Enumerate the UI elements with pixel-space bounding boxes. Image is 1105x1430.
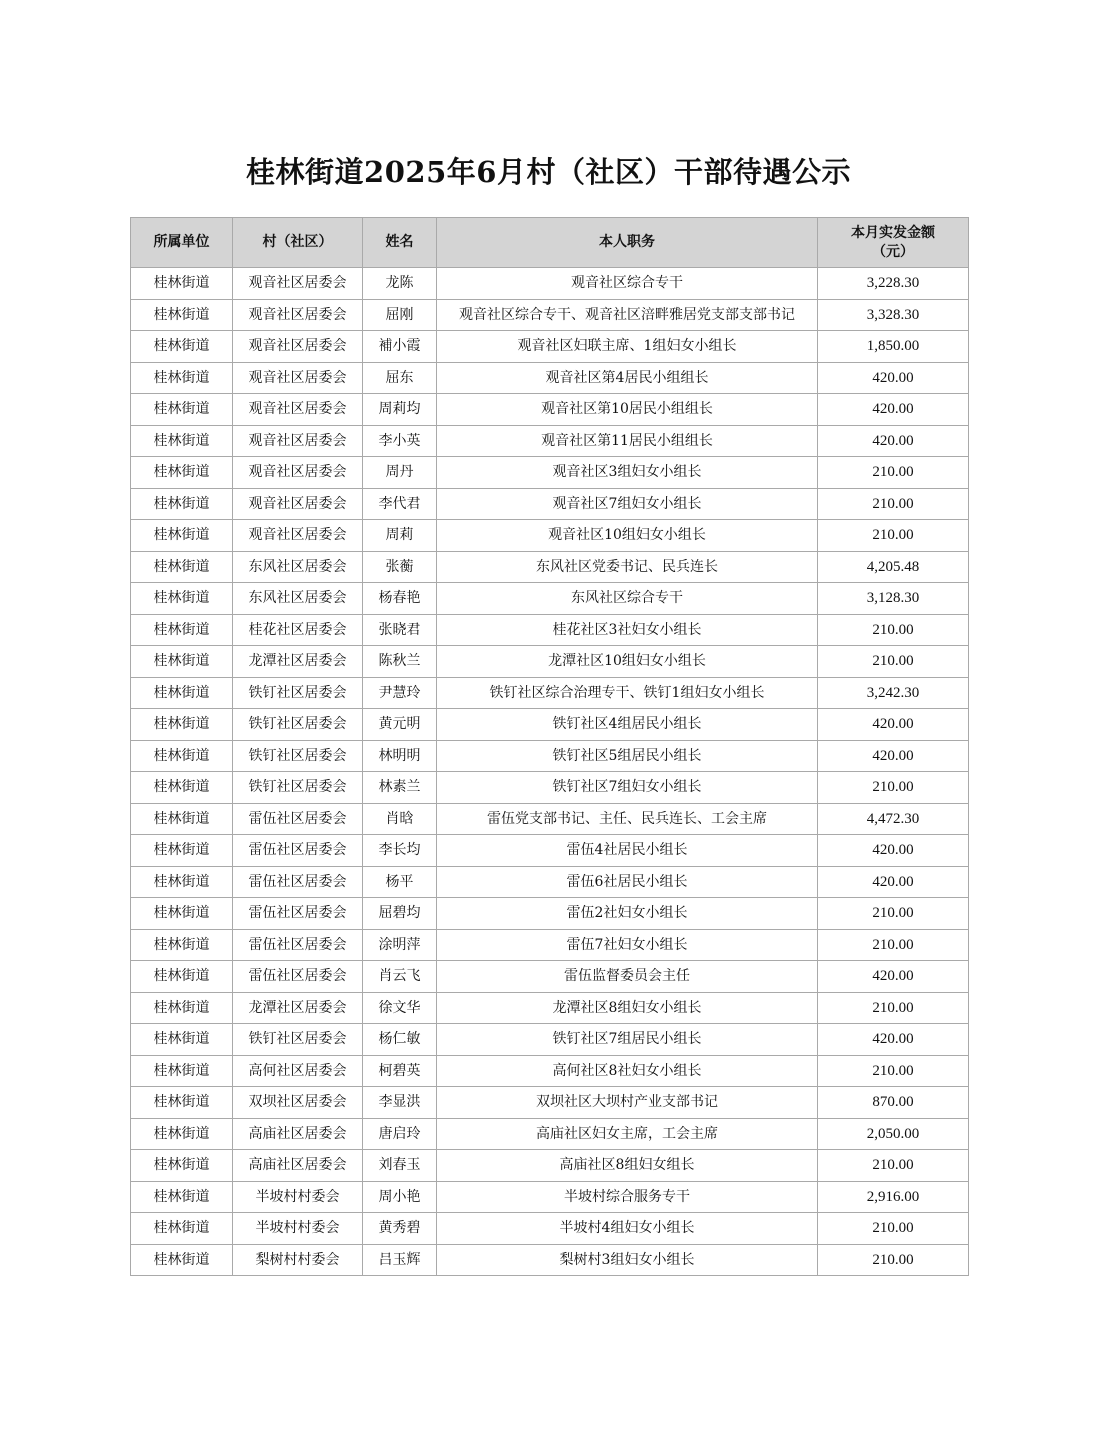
cell-amount: 3,228.30 bbox=[818, 268, 969, 300]
cell-amount: 4,472.30 bbox=[818, 803, 969, 835]
cell-duty: 东风社区党委书记、民兵连长 bbox=[437, 551, 818, 583]
cell-duty: 龙潭社区8组妇女小组长 bbox=[437, 992, 818, 1024]
cell-duty: 观音社区第11居民小组组长 bbox=[437, 425, 818, 457]
cell-amount: 210.00 bbox=[818, 1213, 969, 1245]
cell-name: 周小艳 bbox=[363, 1181, 437, 1213]
cell-unit: 桂林街道 bbox=[131, 1055, 233, 1087]
cell-amount: 2,916.00 bbox=[818, 1181, 969, 1213]
cell-duty: 观音社区3组妇女小组长 bbox=[437, 457, 818, 489]
cell-name: 柯碧英 bbox=[363, 1055, 437, 1087]
cell-community: 高庙社区居委会 bbox=[233, 1118, 363, 1150]
cell-duty: 观音社区10组妇女小组长 bbox=[437, 520, 818, 552]
table-row bbox=[131, 362, 969, 394]
cell-name: 周莉均 bbox=[363, 394, 437, 426]
cell-unit: 桂林街道 bbox=[131, 457, 233, 489]
cell-duty: 高庙社区妇女主席，工会主席 bbox=[437, 1118, 818, 1150]
table-row bbox=[131, 1055, 969, 1087]
cell-duty: 雷伍党支部书记、主任、民兵连长、工会主席 bbox=[437, 803, 818, 835]
cell-amount: 210.00 bbox=[818, 520, 969, 552]
cell-duty: 观音社区第4居民小组组长 bbox=[437, 362, 818, 394]
cell-amount: 2,050.00 bbox=[818, 1118, 969, 1150]
cell-name: 林明明 bbox=[363, 740, 437, 772]
cell-duty: 观音社区综合专干 bbox=[437, 268, 818, 300]
table-row bbox=[131, 488, 969, 520]
table-row bbox=[131, 1024, 969, 1056]
cell-unit: 桂林街道 bbox=[131, 1024, 233, 1056]
cell-amount: 420.00 bbox=[818, 961, 969, 993]
cell-name: 屈东 bbox=[363, 362, 437, 394]
cell-amount: 870.00 bbox=[818, 1087, 969, 1119]
cell-unit: 桂林街道 bbox=[131, 772, 233, 804]
cell-name: 屈刚 bbox=[363, 299, 437, 331]
cell-community: 雷伍社区居委会 bbox=[233, 803, 363, 835]
cell-unit: 桂林街道 bbox=[131, 583, 233, 615]
cell-duty: 观音社区综合专干、观音社区涪畔雅居党支部支部书记 bbox=[437, 299, 818, 331]
cell-duty: 观音社区第10居民小组组长 bbox=[437, 394, 818, 426]
table-row bbox=[131, 898, 969, 930]
cell-amount: 210.00 bbox=[818, 614, 969, 646]
table-row bbox=[131, 583, 969, 615]
table-row bbox=[131, 677, 969, 709]
cell-unit: 桂林街道 bbox=[131, 362, 233, 394]
cell-community: 观音社区居委会 bbox=[233, 425, 363, 457]
cell-duty: 双坝社区大坝村产业支部书记 bbox=[437, 1087, 818, 1119]
cell-community: 雷伍社区居委会 bbox=[233, 961, 363, 993]
table-row bbox=[131, 1118, 969, 1150]
cell-amount: 210.00 bbox=[818, 457, 969, 489]
cell-unit: 桂林街道 bbox=[131, 425, 233, 457]
header-unit: 所属单位 bbox=[131, 218, 233, 268]
cell-amount: 210.00 bbox=[818, 929, 969, 961]
cell-community: 观音社区居委会 bbox=[233, 299, 363, 331]
cell-community: 观音社区居委会 bbox=[233, 394, 363, 426]
cell-community: 半坡村村委会 bbox=[233, 1181, 363, 1213]
header-amount: 本月实发金额（元） bbox=[818, 218, 969, 268]
cell-name: 李长均 bbox=[363, 835, 437, 867]
table-row bbox=[131, 772, 969, 804]
cell-name: 補小霞 bbox=[363, 331, 437, 363]
cell-community: 铁钉社区居委会 bbox=[233, 740, 363, 772]
cell-community: 雷伍社区居委会 bbox=[233, 929, 363, 961]
table-row bbox=[131, 1181, 969, 1213]
cell-duty: 铁钉社区综合治理专干、铁钉1组妇女小组长 bbox=[437, 677, 818, 709]
cell-community: 观音社区居委会 bbox=[233, 488, 363, 520]
cell-name: 林素兰 bbox=[363, 772, 437, 804]
table-row bbox=[131, 1150, 969, 1182]
cell-amount: 210.00 bbox=[818, 646, 969, 678]
cell-duty: 雷伍7社妇女小组长 bbox=[437, 929, 818, 961]
cell-amount: 420.00 bbox=[818, 394, 969, 426]
cell-unit: 桂林街道 bbox=[131, 1244, 233, 1276]
roster-table bbox=[130, 217, 969, 1276]
cell-community: 观音社区居委会 bbox=[233, 331, 363, 363]
cell-amount: 420.00 bbox=[818, 740, 969, 772]
table-row bbox=[131, 425, 969, 457]
cell-unit: 桂林街道 bbox=[131, 835, 233, 867]
cell-unit: 桂林街道 bbox=[131, 1181, 233, 1213]
cell-duty: 铁钉社区7组妇女小组长 bbox=[437, 772, 818, 804]
cell-community: 雷伍社区居委会 bbox=[233, 835, 363, 867]
cell-community: 铁钉社区居委会 bbox=[233, 772, 363, 804]
cell-name: 李显洪 bbox=[363, 1087, 437, 1119]
cell-duty: 桂花社区3社妇女小组长 bbox=[437, 614, 818, 646]
cell-name: 唐启玲 bbox=[363, 1118, 437, 1150]
cell-name: 龙陈 bbox=[363, 268, 437, 300]
table-row bbox=[131, 740, 969, 772]
cell-duty: 半坡村综合服务专干 bbox=[437, 1181, 818, 1213]
cell-duty: 铁钉社区5组居民小组长 bbox=[437, 740, 818, 772]
cell-name: 李代君 bbox=[363, 488, 437, 520]
cell-duty: 铁钉社区7组居民小组长 bbox=[437, 1024, 818, 1056]
table-row bbox=[131, 1087, 969, 1119]
cell-community: 东风社区居委会 bbox=[233, 583, 363, 615]
table-row bbox=[131, 803, 969, 835]
table-row bbox=[131, 866, 969, 898]
cell-unit: 桂林街道 bbox=[131, 740, 233, 772]
cell-community: 观音社区居委会 bbox=[233, 268, 363, 300]
cell-unit: 桂林街道 bbox=[131, 1087, 233, 1119]
cell-duty: 雷伍6社居民小组长 bbox=[437, 866, 818, 898]
cell-community: 铁钉社区居委会 bbox=[233, 677, 363, 709]
cell-unit: 桂林街道 bbox=[131, 520, 233, 552]
table-row bbox=[131, 551, 969, 583]
cell-unit: 桂林街道 bbox=[131, 1118, 233, 1150]
cell-unit: 桂林街道 bbox=[131, 268, 233, 300]
table-row bbox=[131, 709, 969, 741]
cell-community: 高庙社区居委会 bbox=[233, 1150, 363, 1182]
cell-amount: 3,328.30 bbox=[818, 299, 969, 331]
cell-amount: 210.00 bbox=[818, 772, 969, 804]
cell-unit: 桂林街道 bbox=[131, 331, 233, 363]
cell-amount: 210.00 bbox=[818, 488, 969, 520]
cell-name: 吕玉辉 bbox=[363, 1244, 437, 1276]
table-header-row bbox=[131, 218, 969, 268]
cell-amount: 210.00 bbox=[818, 1150, 969, 1182]
table-row bbox=[131, 520, 969, 552]
cell-community: 观音社区居委会 bbox=[233, 520, 363, 552]
table-row bbox=[131, 646, 969, 678]
cell-duty: 高何社区8社妇女小组长 bbox=[437, 1055, 818, 1087]
cell-duty: 梨树村3组妇女小组长 bbox=[437, 1244, 818, 1276]
table-body bbox=[131, 268, 969, 1276]
cell-name: 杨春艳 bbox=[363, 583, 437, 615]
cell-amount: 420.00 bbox=[818, 835, 969, 867]
cell-duty: 雷伍2社妇女小组长 bbox=[437, 898, 818, 930]
cell-unit: 桂林街道 bbox=[131, 394, 233, 426]
cell-amount: 420.00 bbox=[818, 425, 969, 457]
cell-duty: 龙潭社区10组妇女小组长 bbox=[437, 646, 818, 678]
cell-unit: 桂林街道 bbox=[131, 488, 233, 520]
cell-unit: 桂林街道 bbox=[131, 299, 233, 331]
cell-name: 黄秀碧 bbox=[363, 1213, 437, 1245]
cell-community: 桂花社区居委会 bbox=[233, 614, 363, 646]
cell-community: 双坝社区居委会 bbox=[233, 1087, 363, 1119]
table-row bbox=[131, 1244, 969, 1276]
table-row bbox=[131, 299, 969, 331]
cell-name: 杨平 bbox=[363, 866, 437, 898]
cell-duty: 东风社区综合专干 bbox=[437, 583, 818, 615]
cell-name: 周莉 bbox=[363, 520, 437, 552]
cell-name: 涂明萍 bbox=[363, 929, 437, 961]
cell-amount: 210.00 bbox=[818, 898, 969, 930]
table-row bbox=[131, 457, 969, 489]
cell-duty: 雷伍监督委员会主任 bbox=[437, 961, 818, 993]
cell-name: 周丹 bbox=[363, 457, 437, 489]
cell-community: 铁钉社区居委会 bbox=[233, 709, 363, 741]
cell-name: 张蘅 bbox=[363, 551, 437, 583]
cell-unit: 桂林街道 bbox=[131, 961, 233, 993]
cell-unit: 桂林街道 bbox=[131, 929, 233, 961]
header-duty: 本人职务 bbox=[437, 218, 818, 268]
cell-community: 观音社区居委会 bbox=[233, 457, 363, 489]
cell-unit: 桂林街道 bbox=[131, 551, 233, 583]
cell-unit: 桂林街道 bbox=[131, 677, 233, 709]
cell-amount: 3,242.30 bbox=[818, 677, 969, 709]
cell-name: 黄元明 bbox=[363, 709, 437, 741]
cell-unit: 桂林街道 bbox=[131, 866, 233, 898]
cell-unit: 桂林街道 bbox=[131, 1150, 233, 1182]
table-row bbox=[131, 614, 969, 646]
cell-amount: 420.00 bbox=[818, 709, 969, 741]
cell-name: 杨仁敏 bbox=[363, 1024, 437, 1056]
cell-duty: 观音社区7组妇女小组长 bbox=[437, 488, 818, 520]
cell-community: 龙潭社区居委会 bbox=[233, 992, 363, 1024]
cell-community: 高何社区居委会 bbox=[233, 1055, 363, 1087]
cell-name: 肖云飞 bbox=[363, 961, 437, 993]
header-name: 姓名 bbox=[363, 218, 437, 268]
cell-amount: 210.00 bbox=[818, 992, 969, 1024]
cell-unit: 桂林街道 bbox=[131, 614, 233, 646]
table-row bbox=[131, 1213, 969, 1245]
cell-name: 刘春玉 bbox=[363, 1150, 437, 1182]
cell-unit: 桂林街道 bbox=[131, 646, 233, 678]
cell-community: 观音社区居委会 bbox=[233, 362, 363, 394]
table-row bbox=[131, 961, 969, 993]
page-title: 桂林街道2025年6月村（社区）干部待遇公示 bbox=[246, 155, 851, 189]
cell-amount: 420.00 bbox=[818, 866, 969, 898]
cell-community: 半坡村村委会 bbox=[233, 1213, 363, 1245]
cell-duty: 高庙社区8组妇女组长 bbox=[437, 1150, 818, 1182]
cell-name: 李小英 bbox=[363, 425, 437, 457]
cell-unit: 桂林街道 bbox=[131, 803, 233, 835]
cell-community: 龙潭社区居委会 bbox=[233, 646, 363, 678]
cell-amount: 420.00 bbox=[818, 1024, 969, 1056]
cell-community: 东风社区居委会 bbox=[233, 551, 363, 583]
cell-duty: 观音社区妇联主席、1组妇女小组长 bbox=[437, 331, 818, 363]
cell-unit: 桂林街道 bbox=[131, 1213, 233, 1245]
cell-community: 铁钉社区居委会 bbox=[233, 1024, 363, 1056]
cell-name: 徐文华 bbox=[363, 992, 437, 1024]
table-row bbox=[131, 992, 969, 1024]
header-community: 村（社区） bbox=[233, 218, 363, 268]
cell-amount: 210.00 bbox=[818, 1244, 969, 1276]
table-row bbox=[131, 929, 969, 961]
cell-name: 张晓君 bbox=[363, 614, 437, 646]
cell-amount: 3,128.30 bbox=[818, 583, 969, 615]
cell-duty: 铁钉社区4组居民小组长 bbox=[437, 709, 818, 741]
table-row bbox=[131, 394, 969, 426]
cell-name: 尹慧玲 bbox=[363, 677, 437, 709]
cell-amount: 420.00 bbox=[818, 362, 969, 394]
table-row bbox=[131, 268, 969, 300]
table-row bbox=[131, 331, 969, 363]
cell-amount: 210.00 bbox=[818, 1055, 969, 1087]
cell-unit: 桂林街道 bbox=[131, 992, 233, 1024]
cell-community: 雷伍社区居委会 bbox=[233, 898, 363, 930]
cell-name: 肖晗 bbox=[363, 803, 437, 835]
cell-name: 屈碧均 bbox=[363, 898, 437, 930]
cell-community: 雷伍社区居委会 bbox=[233, 866, 363, 898]
cell-amount: 4,205.48 bbox=[818, 551, 969, 583]
cell-duty: 半坡村4组妇女小组长 bbox=[437, 1213, 818, 1245]
cell-unit: 桂林街道 bbox=[131, 898, 233, 930]
cell-duty: 雷伍4社居民小组长 bbox=[437, 835, 818, 867]
table-row bbox=[131, 835, 969, 867]
cell-community: 梨树村村委会 bbox=[233, 1244, 363, 1276]
cell-name: 陈秋兰 bbox=[363, 646, 437, 678]
cell-unit: 桂林街道 bbox=[131, 709, 233, 741]
cell-amount: 1,850.00 bbox=[818, 331, 969, 363]
